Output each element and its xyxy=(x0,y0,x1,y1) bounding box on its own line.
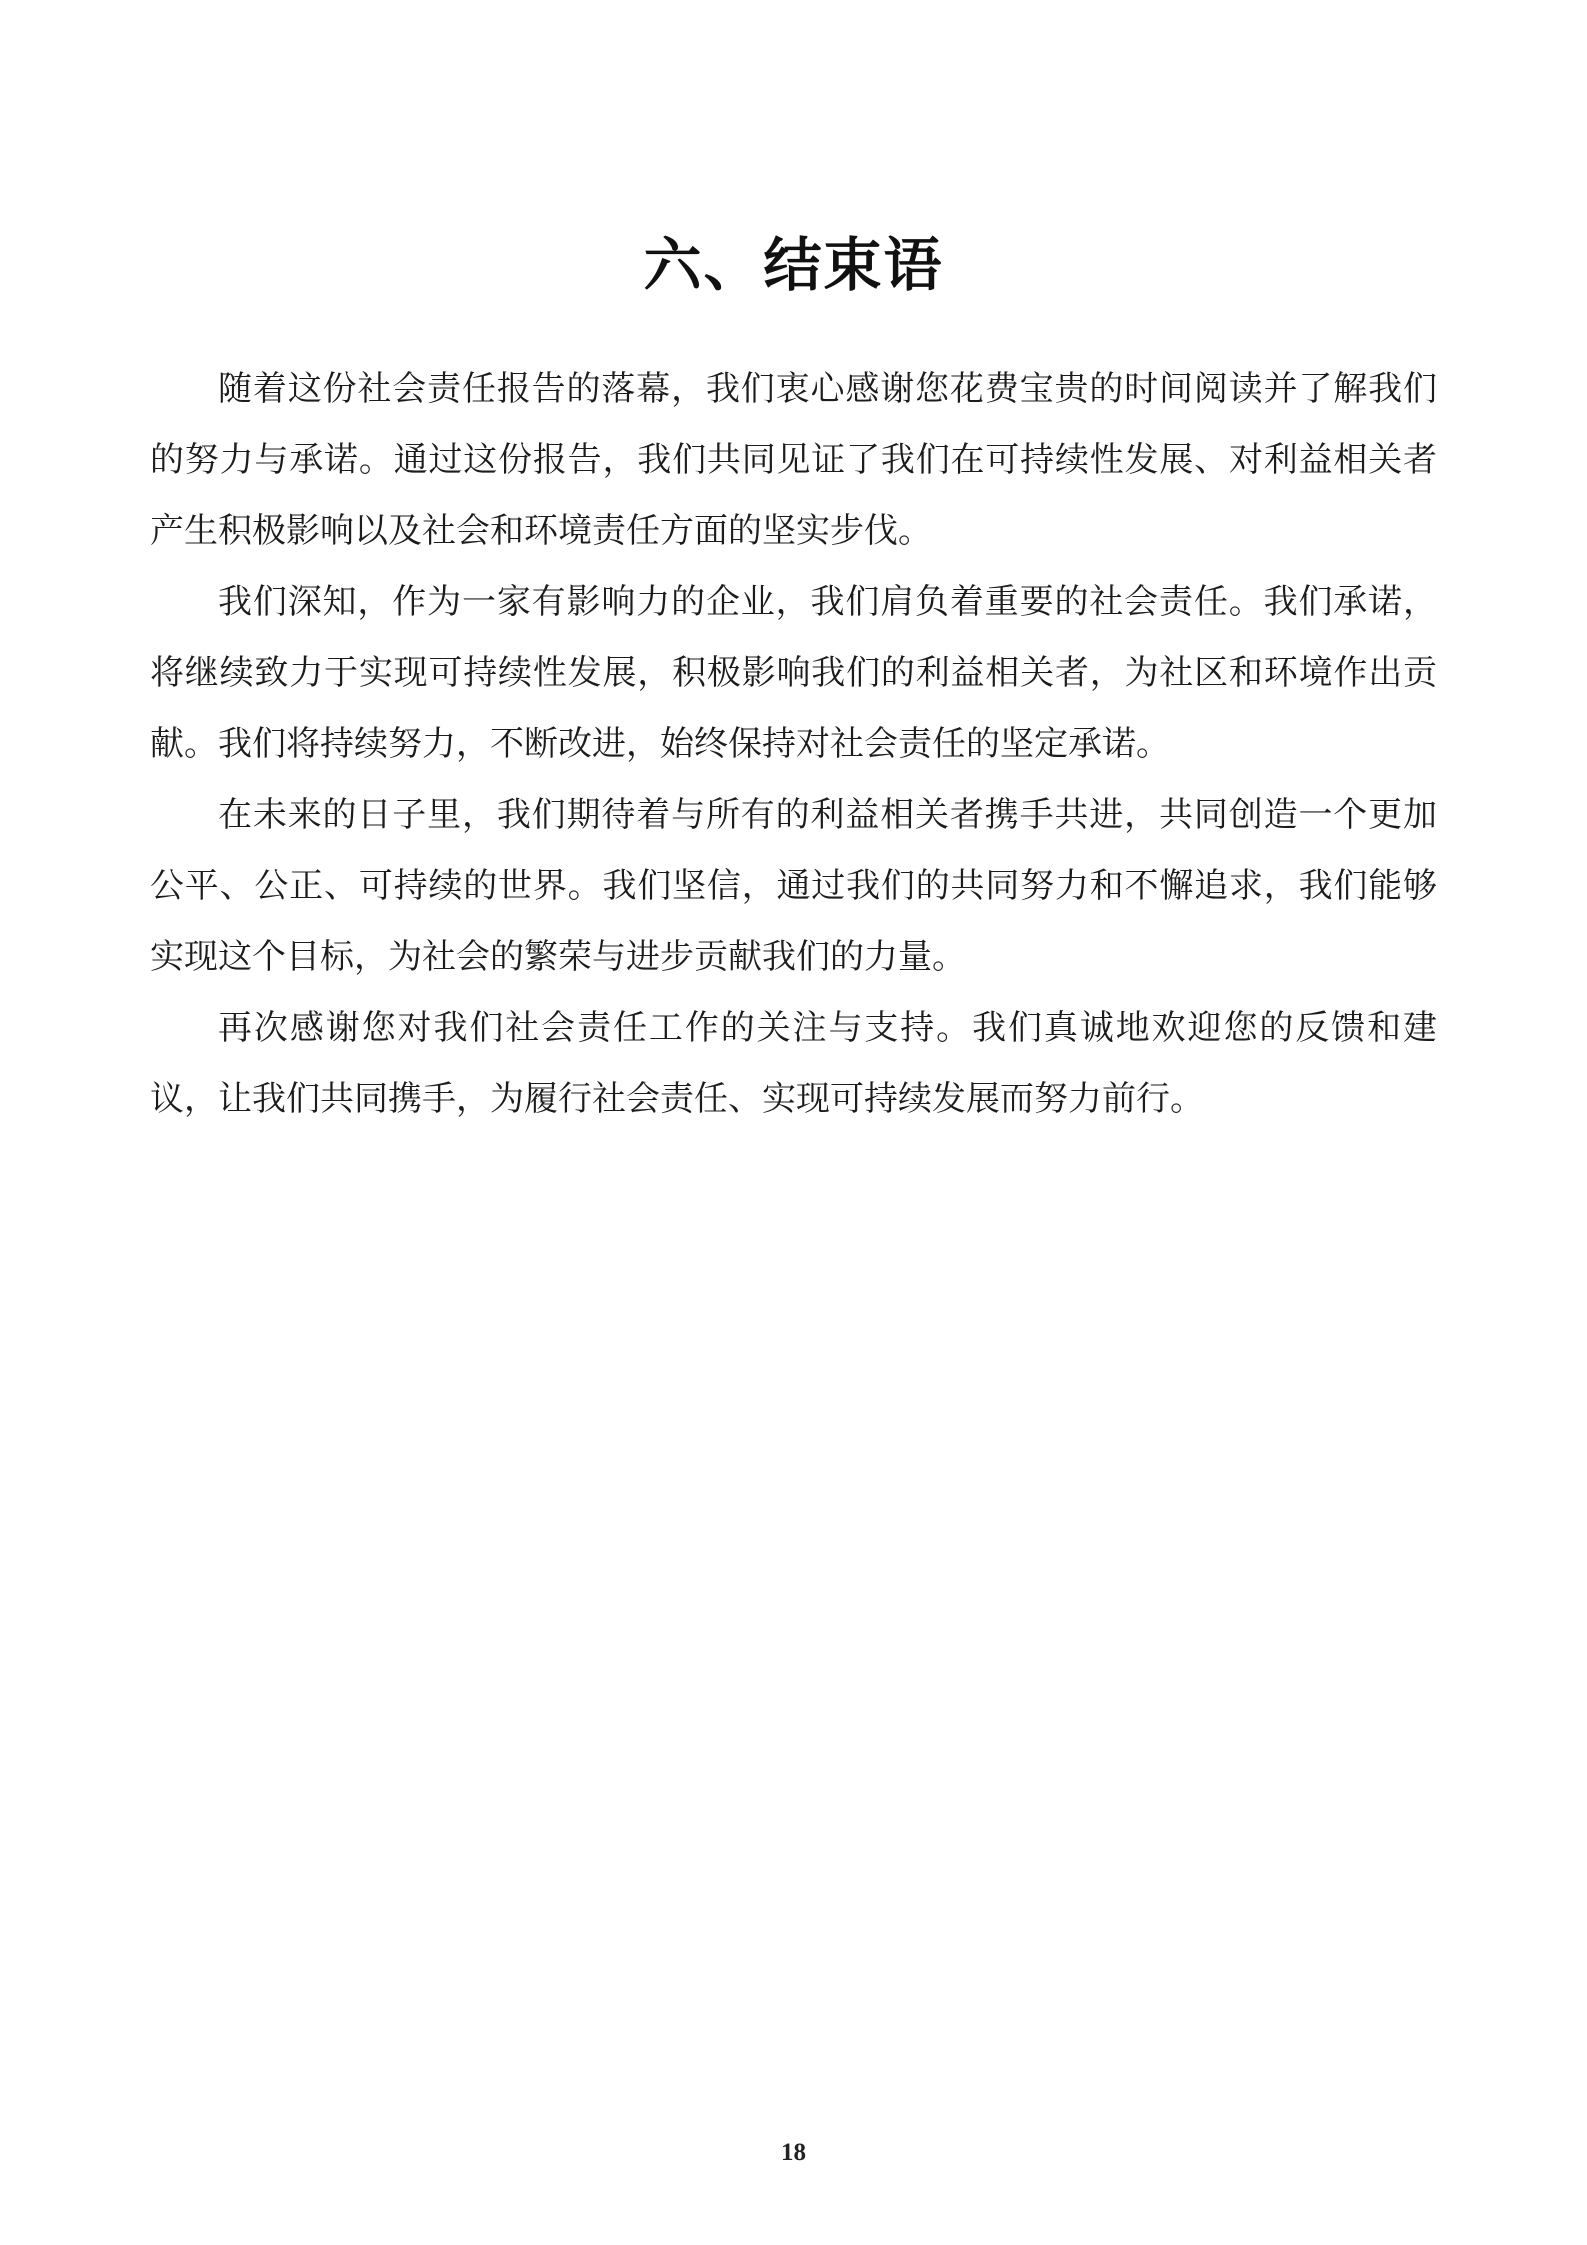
page-number: 18 xyxy=(781,2139,806,2166)
body-paragraph: 在未来的日子里，我们期待着与所有的利益相关者携手共进，共同创造一个更加公平、公正、可持续的世界。我们坚信，通过我们的共同努力和不懈追求，我们能够实现这个目标，为社会的繁荣与进步贡献我们的力量。 xyxy=(150,797,1437,976)
body-paragraph: 随着这份社会责任报告的落幕，我们衷心感谢您花费宝贵的时间阅读并了解我们的努力与承诺。通过这份报告，我们共同见证了我们在可持续性发展、对利益相关者产生积极影响以及社会和环境责任方面的坚实步伐。 xyxy=(150,371,1437,550)
section-title: 六、结束语 xyxy=(643,233,944,298)
body-paragraph: 我们深知，作为一家有影响力的企业，我们肩负着重要的社会责任。我们承诺，将继续致力于实现可持续性发展，积极影响我们的利益相关者，为社区和环境作出贡献。我们将持续努力，不断改进，始终保持对社会责任的坚定承诺。 xyxy=(150,584,1437,763)
body-paragraph: 再次感谢您对我们社会责任工作的关注与支持。我们真诚地欢迎您的反馈和建议，让我们共同携手，为履行社会责任、实现可持续发展而努力前行。 xyxy=(150,1010,1437,1118)
